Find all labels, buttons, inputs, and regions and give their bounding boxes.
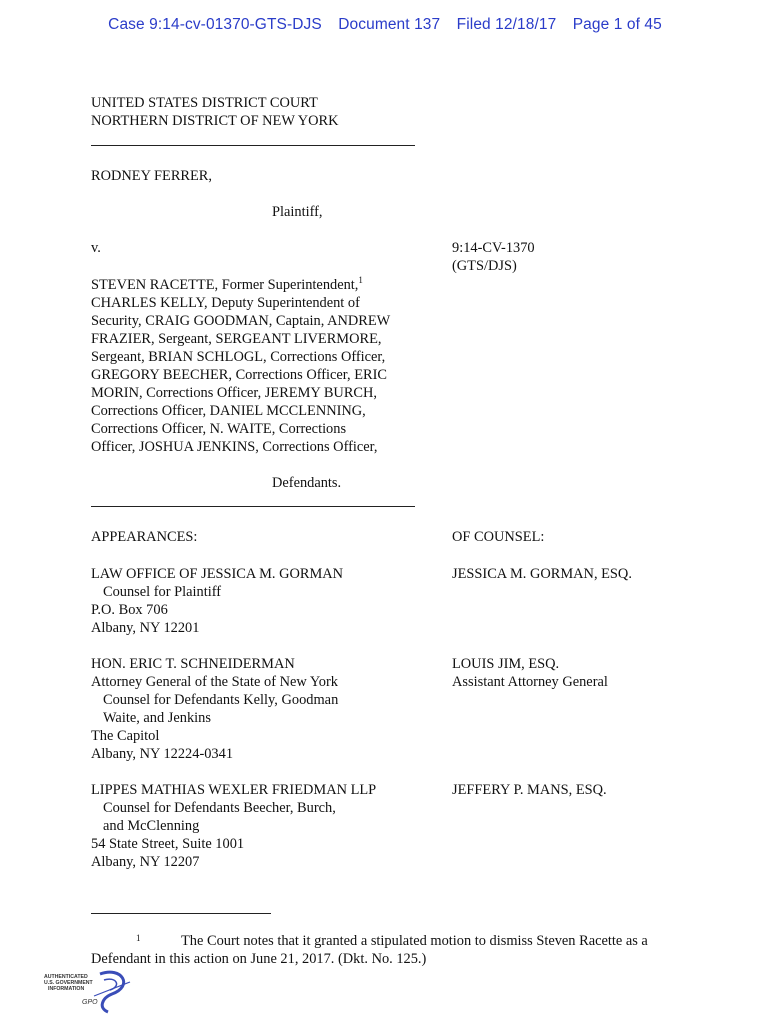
footnote-line-1: The Court notes that it granted a stipulated motion to dismiss Steven Racette as a bbox=[181, 933, 648, 949]
counsel-for: Counsel for Plaintiff bbox=[103, 584, 222, 600]
address-line: Albany, NY 12201 bbox=[91, 620, 200, 636]
defendant-line: MORIN, Corrections Officer, JEREMY BURCH, bbox=[91, 385, 378, 401]
footnote-marker: 1 bbox=[136, 933, 141, 943]
counsel-for-continued: and McClenning bbox=[103, 818, 200, 834]
firm-name: LAW OFFICE OF JESSICA M. GORMAN bbox=[91, 566, 344, 582]
address-line: P.O. Box 706 bbox=[91, 602, 168, 618]
court-line-2: NORTHERN DISTRICT OF NEW YORK bbox=[91, 113, 339, 129]
case-number-line-1: 9:14-CV-1370 bbox=[452, 240, 535, 256]
defendant-line: Security, CRAIG GOODMAN, Captain, ANDREW bbox=[91, 313, 391, 329]
footnote-line-2: Defendant in this action on June 21, 2017. (Dkt. No. 125.) bbox=[91, 951, 427, 967]
defendant-line: Sergeant, BRIAN SCHLOGL, Corrections Officer, bbox=[91, 349, 386, 365]
svg-text:AUTHENTICATED: AUTHENTICATED bbox=[44, 974, 88, 980]
counsel-for-continued: Waite, and Jenkins bbox=[103, 710, 211, 726]
gpo-seal-logo bbox=[42, 968, 132, 1018]
case-id: Case 9:14-cv-01370-GTS-DJS bbox=[108, 16, 322, 33]
attorney-title: Assistant Attorney General bbox=[452, 674, 608, 690]
defendant-line: Corrections Officer, DANIEL MCCLENNING, bbox=[91, 403, 366, 419]
plaintiff-name: RODNEY FERRER, bbox=[91, 168, 212, 184]
counsel-for: Counsel for Defendants Kelly, Goodman bbox=[103, 692, 339, 708]
defendant-line: STEVEN RACETTE, Former Superintendent,$^1$ bbox=[91, 275, 363, 293]
address-line: The Capitol bbox=[91, 728, 160, 744]
firm-title: Attorney General of the State of New York bbox=[91, 674, 338, 690]
footnote-separator bbox=[91, 913, 271, 914]
svg-text:U.S. GOVERNMENT: U.S. GOVERNMENT bbox=[44, 980, 93, 986]
defendants-role: Defendants. bbox=[272, 475, 342, 491]
defendant-line: FRAZIER, Sergeant, SERGEANT LIVERMORE, bbox=[91, 331, 382, 347]
plaintiff-role: Plaintiff, bbox=[272, 204, 323, 220]
firm-name: HON. ERIC T. SCHNEIDERMAN bbox=[91, 656, 295, 672]
of-counsel-heading: OF COUNSEL: bbox=[452, 529, 545, 545]
counsel-for: Counsel for Defendants Beecher, Burch, bbox=[103, 800, 336, 816]
case-number bbox=[452, 239, 535, 275]
address-line: Albany, NY 12207 bbox=[91, 854, 200, 870]
firm-name: LIPPES MATHIAS WEXLER FRIEDMAN LLP bbox=[91, 782, 377, 798]
appearance-entry-lippes bbox=[91, 781, 376, 871]
defendant-line: Officer, JOSHUA JENKINS, Corrections Officer, bbox=[91, 439, 378, 455]
defendant-line: CHARLES KELLY, Deputy Superintendent of bbox=[91, 295, 360, 311]
address-line: Albany, NY 12224-0341 bbox=[91, 746, 234, 762]
footnote-ref: 1 bbox=[358, 275, 363, 286]
document-number: Document 137 bbox=[338, 16, 441, 33]
defendant-line: GREGORY BEECHER, Corrections Officer, ERIC bbox=[91, 367, 387, 383]
defendants-list bbox=[91, 276, 390, 456]
case-number-line-2: (GTS/DJS) bbox=[452, 258, 517, 274]
filed-date: Filed 12/18/17 bbox=[456, 16, 557, 33]
attorney-name: LOUIS JIM, ESQ. bbox=[452, 656, 560, 672]
of-counsel-entry-3 bbox=[452, 781, 607, 799]
caption-rule-bottom bbox=[91, 506, 415, 507]
appearances-heading: APPEARANCES: bbox=[91, 529, 198, 545]
court-line-1: UNITED STATES DISTRICT COURT bbox=[91, 95, 318, 111]
court-name bbox=[91, 94, 339, 130]
address-line: 54 State Street, Suite 1001 bbox=[91, 836, 245, 852]
caption-rule-top bbox=[91, 145, 415, 146]
svg-text:GPO: GPO bbox=[82, 999, 98, 1006]
page-indicator: Page 1 of 45 bbox=[572, 16, 662, 33]
of-counsel-entry-1 bbox=[452, 565, 632, 583]
attorney-name: JEFFERY P. MANS, ESQ. bbox=[452, 782, 607, 798]
svg-text:INFORMATION: INFORMATION bbox=[48, 986, 85, 992]
gpo-seal-icon bbox=[42, 968, 132, 1018]
attorney-name: JESSICA M. GORMAN, ESQ. bbox=[452, 566, 632, 582]
appearance-entry-plaintiff bbox=[91, 565, 343, 637]
appearance-entry-attorney-general bbox=[91, 655, 338, 763]
of-counsel-entry-2 bbox=[452, 655, 608, 691]
ecf-header bbox=[0, 16, 770, 34]
versus: v. bbox=[91, 240, 101, 256]
defendant-line: Corrections Officer, N. WAITE, Corrections bbox=[91, 421, 347, 437]
